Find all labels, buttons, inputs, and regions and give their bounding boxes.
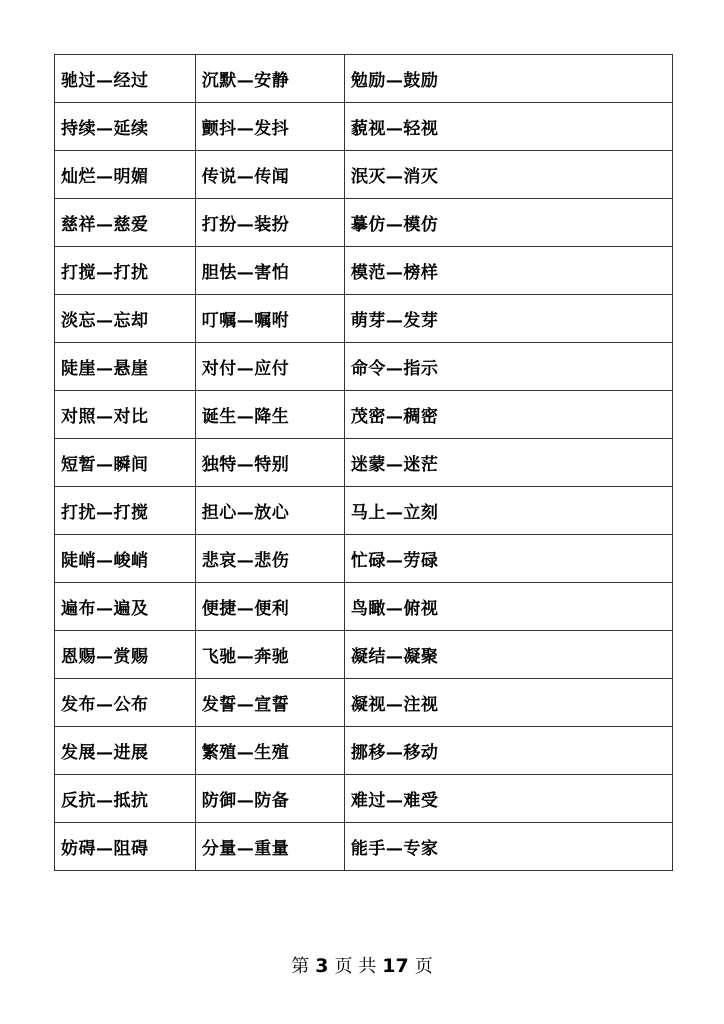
table-row [55, 103, 673, 151]
table-row [55, 151, 673, 199]
table-row [55, 55, 673, 103]
table-cell: 诞生—降生 [195, 391, 344, 439]
table-cell: 打扰—打搅 [55, 487, 196, 535]
table-cell: 凝视—注视 [344, 679, 672, 727]
table-cell: 萌芽—发芽 [344, 295, 672, 343]
table-row [55, 247, 673, 295]
table-cell: 发布—公布 [55, 679, 196, 727]
total-page-number: 17 [382, 955, 409, 977]
table-cell: 灿烂—明媚 [55, 151, 196, 199]
table-cell: 传说—传闻 [195, 151, 344, 199]
table-cell: 茂密—稠密 [344, 391, 672, 439]
table-row [55, 391, 673, 439]
table-cell: 繁殖—生殖 [195, 727, 344, 775]
table-cell: 短暂—瞬间 [55, 439, 196, 487]
table-cell: 反抗—抵抗 [55, 775, 196, 823]
table-cell: 便捷—便利 [195, 583, 344, 631]
table-cell: 对照—对比 [55, 391, 196, 439]
table-row [55, 727, 673, 775]
footer-suffix: 页 [414, 956, 433, 977]
table-cell: 模范—榜样 [344, 247, 672, 295]
table-cell: 独特—特别 [195, 439, 344, 487]
table-cell: 藐视—轻视 [344, 103, 672, 151]
table-cell: 能手—专家 [344, 823, 672, 871]
footer-middle: 页 共 [334, 956, 377, 977]
table-cell: 命令—指示 [344, 343, 672, 391]
table-cell: 持续—延续 [55, 103, 196, 151]
table-cell: 凝结—凝聚 [344, 631, 672, 679]
table-cell: 防御—防备 [195, 775, 344, 823]
table-row [55, 199, 673, 247]
table-cell: 打扮—装扮 [195, 199, 344, 247]
page-footer [0, 952, 724, 978]
table-cell: 勉励—鼓励 [344, 55, 672, 103]
table-cell: 飞驰—奔驰 [195, 631, 344, 679]
table-row [55, 775, 673, 823]
table-cell: 悲哀—悲伤 [195, 535, 344, 583]
table-cell: 忙碌—劳碌 [344, 535, 672, 583]
table-cell: 发展—进展 [55, 727, 196, 775]
table-row [55, 343, 673, 391]
table-cell: 难过—难受 [344, 775, 672, 823]
table-row [55, 631, 673, 679]
table-cell: 打搅—打扰 [55, 247, 196, 295]
table-cell: 发誓—宣誓 [195, 679, 344, 727]
table-row [55, 823, 673, 871]
table-cell: 叮嘱—嘱咐 [195, 295, 344, 343]
table-cell: 挪移—移动 [344, 727, 672, 775]
table-cell: 恩赐—赏赐 [55, 631, 196, 679]
table-cell: 陡峭—峻峭 [55, 535, 196, 583]
table-cell: 驰过—经过 [55, 55, 196, 103]
table-cell: 遍布—遍及 [55, 583, 196, 631]
table-cell: 摹仿—模仿 [344, 199, 672, 247]
table-cell: 妨碍—阻碍 [55, 823, 196, 871]
table-cell: 陡崖—悬崖 [55, 343, 196, 391]
table-cell: 马上—立刻 [344, 487, 672, 535]
footer-prefix: 第 [291, 956, 310, 977]
table-cell: 分量—重量 [195, 823, 344, 871]
table-cell: 胆怯—害怕 [195, 247, 344, 295]
table-row [55, 535, 673, 583]
current-page-number: 3 [315, 955, 329, 977]
table-cell: 颤抖—发抖 [195, 103, 344, 151]
table-row [55, 295, 673, 343]
table-row [55, 679, 673, 727]
table-cell: 泯灭—消灭 [344, 151, 672, 199]
table-cell: 沉默—安静 [195, 55, 344, 103]
table-row [55, 439, 673, 487]
table-cell: 对付—应付 [195, 343, 344, 391]
table-cell: 担心—放心 [195, 487, 344, 535]
table-cell: 淡忘—忘却 [55, 295, 196, 343]
table-cell: 慈祥—慈爱 [55, 199, 196, 247]
table-cell: 鸟瞰—俯视 [344, 583, 672, 631]
synonym-table-body [55, 55, 673, 871]
table-cell: 迷蒙—迷茫 [344, 439, 672, 487]
table-row [55, 583, 673, 631]
synonym-table [54, 54, 673, 871]
table-row [55, 487, 673, 535]
